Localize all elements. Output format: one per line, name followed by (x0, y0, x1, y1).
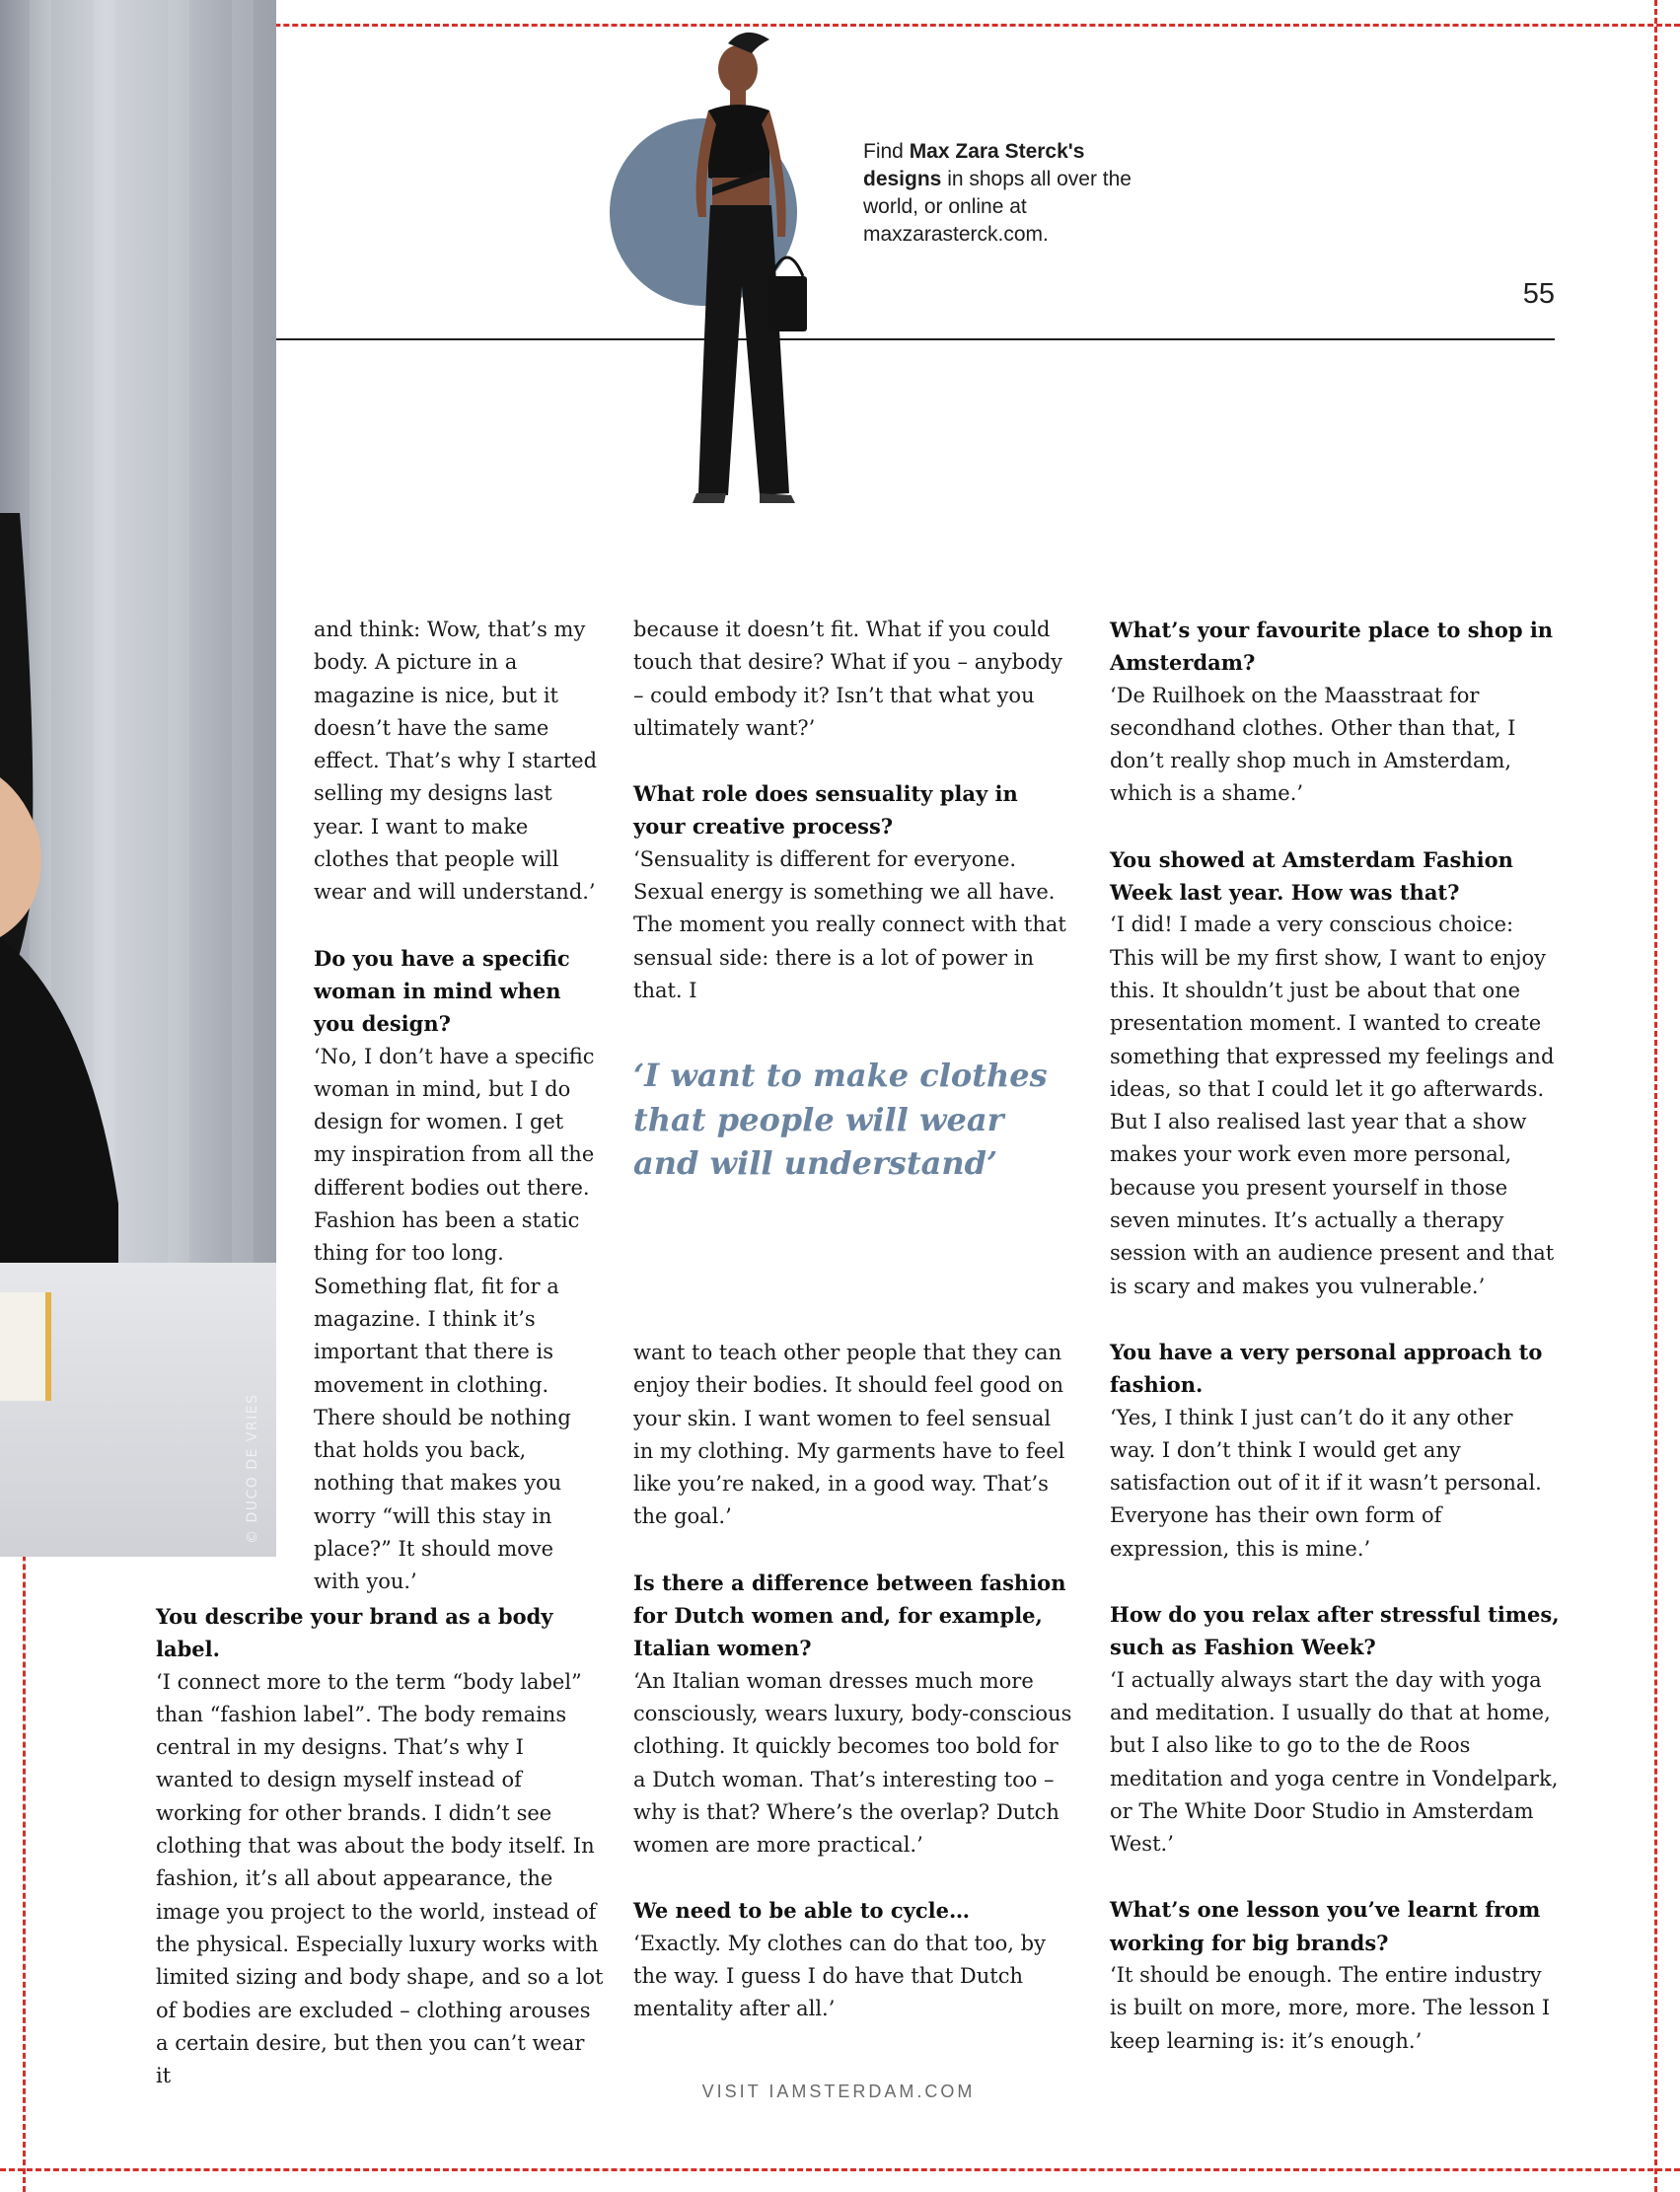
header-rule (276, 338, 1555, 340)
column-3 (1110, 614, 1560, 2058)
answer-fashion-week: ‘I did! I made a very conscious choice: This will be my first show, I want to enjoy this. It shouldn’t just be about that one presentation moment. I wanted to create something that expressed my feelings and ideas, so that I could let it go afterwards. But I also realised last year that a show makes your work even more personal, because you present yourself in those seven minutes. It’s actually a therapy session with an audience present and that is scary and makes you vulnerable.’ (1110, 913, 1555, 1298)
column-1-upper (314, 614, 600, 1599)
answer-favourite-shop: ‘De Ruilhoek on the Maasstraat for secondhand clothes. Other than that, I don’t really shop much in Amsterdam, which is a shame.’ (1110, 683, 1516, 806)
answer-cycle: ‘Exactly. My clothes can do that too, by the way. I guess I do have that Dutch mentality after all.’ (633, 1931, 1046, 2021)
answer-relax: ‘I actually always start the day with yoga and meditation. I usually do that at home, but I also like to go to the de Roos meditation and yoga centre in Vondelpark, or The White Door Studio in Amsterdam West.’ (1110, 1667, 1559, 1857)
column-1-lower (156, 1600, 606, 2092)
page-number: 55 (1522, 278, 1555, 310)
footer-website: VISIT IAMSTERDAM.COM (701, 2082, 976, 2101)
question-lesson: What’s one lesson you’ve learnt from working for big brands? (1110, 1897, 1541, 1955)
caption-text-2: in shops all over the world, or online at maxzarasterck.com. (863, 168, 1132, 246)
question-favourite-shop: What’s your favourite place to shop in Amsterdam? (1110, 618, 1554, 676)
question-dutch-italian: Is there a difference between fashion for Dutch women and, for example, Italian women? (633, 1570, 1066, 1661)
crop-mark-right (1654, 0, 1657, 2192)
question-fashion-week: You showed at Amsterdam Fashion Week last year. How was that? (1110, 846, 1513, 906)
column-2-upper (633, 614, 1073, 1007)
pull-quote: ‘I want to make clothes that people will wear and will understand’ (633, 1057, 1048, 1182)
answer-dutch-italian: ‘An Italian woman dresses much more consciously, wears luxury, body-conscious clothing. It quickly becomes too bold for a Dutch woman. That’s interesting too – why is that? Where’s the overlap? Dutch women are more practical.’ (633, 1668, 1072, 1858)
model-cutout-image (621, 30, 868, 523)
question-relax: How do you relax after stressful times, such as Fashion Week? (1110, 1602, 1560, 1660)
caption-text-1: Find (863, 140, 910, 163)
question-personal-approach: You have a very personal approach to fashion. (1110, 1339, 1543, 1398)
caption-designer-name: Max Zara Sterck's designs (863, 140, 1085, 190)
answer-body-label: ‘I connect more to the term “body label” than “fashion label”. The body remains central in my designs. That’s why I wanted to design myself instead of working for other brands. I didn’t see clothing that was about the body itself. In fashion, it’s all about appearance, the image you project to the world, instead of the physical. Especially luxury works with limited sizing and body shape, and so a lot of bodies are excluded – clothing arouses a certain desire, but then you can’t wear it (156, 1669, 604, 2088)
column-1-intro: and think: Wow, that’s my body. A picture in a magazine is nice, but it doesn’t have the same effect. That’s why I started selling my designs last year. I want to make clothes that people will wear and will understand.’ (314, 618, 598, 905)
answer-sensuality: ‘Sensuality is different for everyone. Sexual energy is something we all have. The moment you really connect with that sensual side: there is a lot of power in that. I (633, 846, 1066, 1002)
designer-caption (863, 138, 1149, 249)
question-specific-woman: Do you have a specific woman in mind when you design? (314, 945, 570, 1037)
column-2-intro: because it doesn’t fit. What if you could touch that desire? What if you – anybody – could embody it? Isn’t that what you ultimately want?’ (633, 618, 1063, 740)
answer-personal-approach: ‘Yes, I think I just can’t do it any other way. I don’t think I would get any satisfaction out of it if it wasn’t personal. Everyone has their own form of expression, this is mine.’ (1110, 1405, 1542, 1561)
question-body-label: You describe your brand as a body label. (156, 1604, 553, 1662)
question-cycle: We need to be able to cycle… (633, 1898, 970, 1924)
answer-specific-woman: ‘No, I don’t have a specific woman in mind, but I do design for women. I get my inspiration from all the different bodies out there. Fashion has been a static thing for too long. Something flat, fit for a magazine. I think it’s important that there is movement in clothing. There should be nothing that holds you back, nothing that makes you worry “will this stay in place?” It should move with you.’ (314, 1044, 595, 1594)
photo-credit: © DUCO DE VRIES (245, 1393, 260, 1544)
crop-mark-bottom (0, 2168, 1680, 2171)
column-2-lower (633, 1337, 1073, 2026)
answer-sensuality-continued: want to teach other people that they can enjoy their bodies. It should feel good on your skin. I want women to feel sensual in my clothing. My garments have to feel like you’re naked, in a good way. That’s the goal.’ (633, 1341, 1065, 1529)
answer-lesson: ‘It should be enough. The entire industry is built on more, more, more. The lesson I keep learning is: it’s enough.’ (1110, 1962, 1551, 2053)
question-sensuality: What role does sensuality play in your creative process? (633, 781, 1018, 840)
portrait-photo (0, 0, 276, 1557)
